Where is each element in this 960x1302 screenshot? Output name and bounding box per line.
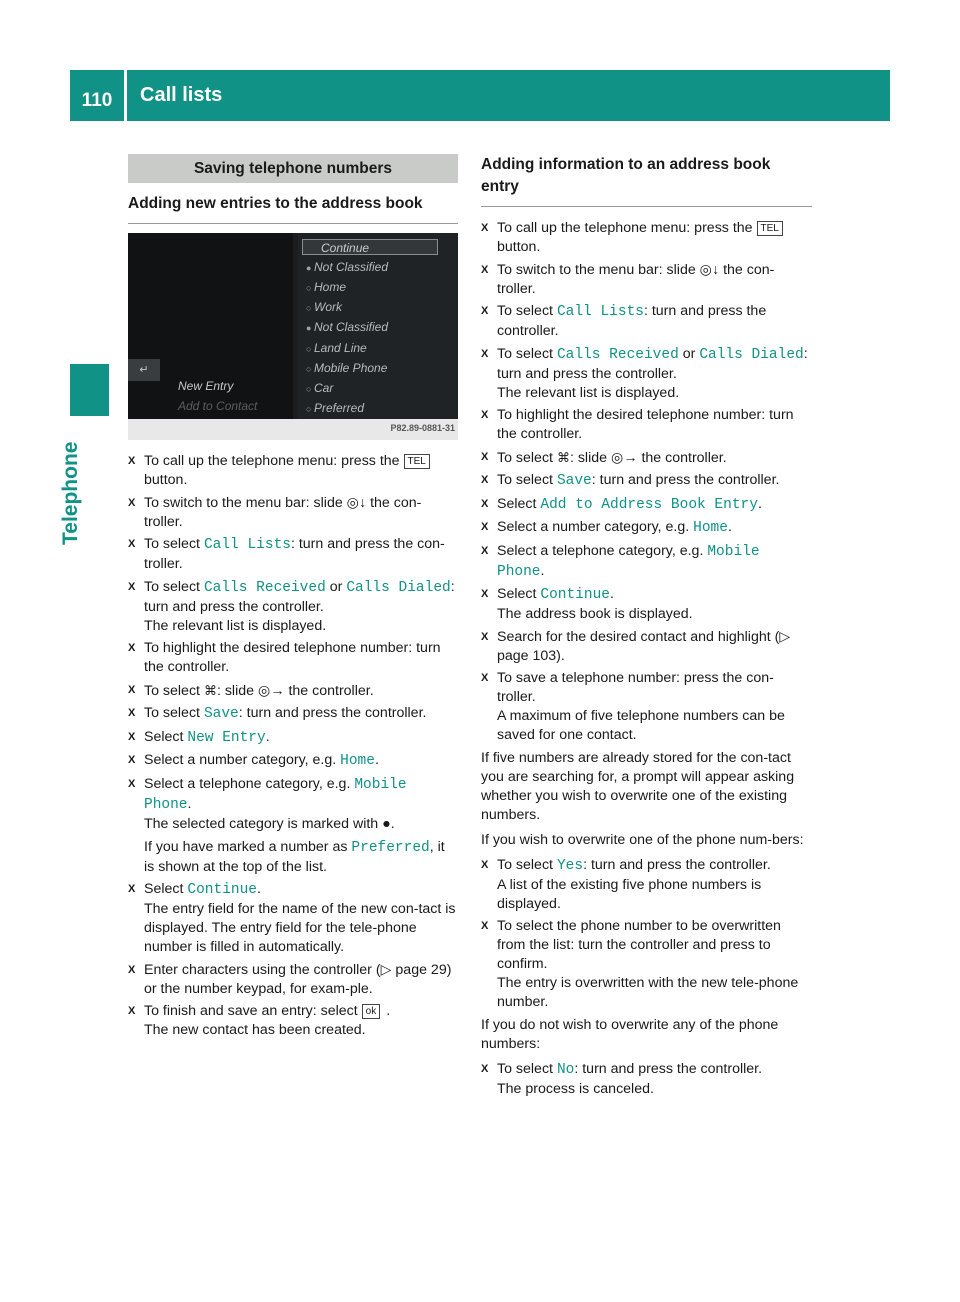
step-item (128, 880, 458, 957)
step-result: The address book is displayed. (497, 606, 693, 622)
right-steps-overwrite (481, 856, 812, 1013)
key-icon: TEL (757, 221, 783, 236)
menu-term: Home (693, 520, 728, 536)
step-text: Select a number category, e.g. (144, 752, 337, 768)
figure-menu-item: ● Not Classified (306, 320, 389, 334)
step-item (481, 406, 812, 444)
step-arrow-icon: X (128, 707, 136, 719)
step-arrow-icon: X (128, 455, 136, 467)
step-item (128, 452, 458, 490)
step-item (481, 471, 812, 491)
step-arrow-icon: X (481, 858, 489, 871)
step-item (481, 917, 812, 1012)
figure-menu-item: ○ Work (306, 300, 342, 314)
step-item (481, 669, 812, 745)
step-text: To select (497, 449, 553, 466)
figure-back-icon: ↵ (128, 359, 160, 381)
page-title: Call lists (140, 84, 223, 106)
menu-term: Call Lists (556, 304, 644, 320)
step-arrow-icon: X (481, 544, 489, 557)
step-text: Search for the desired contact and highlight (▷ page 103). (497, 628, 791, 664)
step-text: Select (144, 728, 184, 745)
step-arrow-icon: X (481, 672, 489, 684)
menu-term: Preferred (351, 839, 430, 856)
step-result: The new contact has been created. (144, 1022, 366, 1038)
paragraph: If you do not wish to overwrite any of the phone numbers: (481, 1016, 779, 1052)
step-arrow-icon: X (128, 963, 136, 976)
step-arrow-icon: X (481, 521, 489, 533)
figure-continue-item: Continue (302, 239, 438, 255)
step-arrow-icon: X (128, 754, 136, 766)
step-item (128, 728, 458, 748)
step-text: . (374, 752, 379, 768)
step-item (481, 345, 812, 403)
menu-term: New Entry (187, 729, 266, 746)
step-text: To select (144, 682, 200, 699)
header-divider (124, 70, 127, 121)
step-text: or (329, 578, 343, 595)
step-result: A maximum of five telephone numbers can be saved for one contact. (497, 708, 785, 743)
step-item (128, 578, 458, 636)
section-title: Saving telephone numbers (128, 154, 458, 183)
menu-term: Continue (540, 587, 611, 603)
figure-menu-item: ● Not Classified (306, 260, 389, 274)
step-text: . (610, 586, 614, 602)
step-text: or (682, 345, 696, 362)
menu-symbol-icon: ⌘ (203, 682, 217, 698)
step-arrow-icon: X (128, 642, 136, 654)
step-text: To call up the telephone menu: press the (144, 453, 400, 469)
step-text: button. (497, 239, 541, 255)
step-arrow-icon: X (128, 883, 136, 895)
right-subheading: Adding information to an address book entry (481, 154, 812, 207)
figure-code: P82.89-0881-31 (390, 423, 455, 433)
menu-term: Calls Received (556, 346, 679, 363)
step-text: To select (497, 303, 553, 319)
right-column (481, 154, 812, 1102)
step-note (144, 838, 458, 877)
step-arrow-icon: X (481, 409, 489, 421)
menu-term: Calls Dialed (699, 346, 804, 363)
screen-figure (128, 233, 458, 440)
figure-menu-item: ○ Car (306, 381, 334, 395)
menu-term: Calls Dialed (346, 579, 451, 596)
step-text: , it is shown at the top of the list. (144, 838, 445, 875)
step-item (481, 518, 812, 538)
step-text: To select (144, 578, 200, 595)
menu-term: Call Lists (203, 537, 291, 553)
menu-term: Save (556, 473, 592, 489)
step-item (128, 1002, 458, 1040)
step-text: . (265, 728, 270, 745)
step-arrow-icon: X (481, 305, 489, 317)
figure-menu-item: ○ Mobile Phone (306, 361, 388, 375)
key-icon: TEL (404, 454, 430, 469)
step-result: The entry field for the name of the new con-tact is displayed. The entry field for the tele-phone number is filled in automatically. (144, 901, 456, 955)
step-text: To select (497, 1060, 553, 1077)
menu-term: Continue (187, 882, 258, 898)
step-text: : turn and press the controller. (238, 705, 427, 721)
figure-menu-item: ○ Home (306, 280, 347, 294)
step-text: : turn and press the controller. (497, 303, 767, 339)
left-subheading: Adding new entries to the address book (128, 193, 458, 224)
step-text: : turn and press the controller. (583, 856, 771, 873)
step-text: To select (497, 472, 553, 488)
step-text: Select (497, 586, 537, 602)
step-text: : turn and press the controller. (497, 345, 808, 382)
step-item (128, 961, 458, 999)
step-text: . (257, 881, 261, 897)
step-arrow-icon: X (128, 1005, 136, 1017)
step-arrow-icon: X (128, 730, 136, 743)
step-item (128, 775, 458, 877)
step-item (481, 219, 812, 257)
figure-menu-item: ○ Preferred (306, 401, 365, 415)
step-result: The relevant list is displayed. (497, 384, 680, 401)
step-arrow-icon: X (481, 222, 489, 234)
step-item (128, 704, 458, 724)
step-result: The relevant list is displayed. (144, 617, 327, 634)
menu-term: Add to Address Book Entry (540, 496, 758, 513)
step-item (128, 681, 458, 701)
step-item (481, 448, 812, 468)
step-item (481, 261, 812, 299)
step-arrow-icon: X (128, 496, 136, 509)
paragraph: If you wish to overwrite one of the phone num-bers: (481, 831, 804, 848)
menu-symbol-icon: ⌘ (556, 449, 570, 465)
figure-add-to-contact: Add to Contact (178, 399, 258, 413)
step-text: . (727, 519, 732, 535)
right-steps-cancel (481, 1060, 812, 1099)
menu-term: Yes (556, 857, 584, 874)
menu-term: Save (203, 706, 239, 722)
step-text: To select (497, 856, 553, 873)
step-text: Select (497, 495, 537, 512)
step-arrow-icon: X (128, 580, 136, 593)
step-item (128, 751, 458, 771)
step-text: To highlight the desired telephone number: turn the controller. (144, 640, 441, 675)
step-text: : turn and press the controller. (144, 578, 455, 615)
menu-term: Home (340, 753, 375, 769)
step-arrow-icon: X (481, 474, 489, 486)
step-text: Enter characters using the controller (▷ page 29) or the number keypad, for exam-ple. (144, 961, 452, 997)
left-column (128, 154, 458, 1044)
step-arrow-icon: X (481, 347, 489, 360)
step-item (481, 495, 812, 515)
step-text: To switch to the menu bar: slide ◎↓ the con-troller. (497, 261, 775, 297)
step-text: To select (144, 536, 200, 552)
step-text: To switch to the menu bar: slide ◎↓ the con-troller. (144, 494, 422, 530)
step-text: . (187, 795, 192, 812)
step-text: : slide ◎→ the controller. (569, 449, 727, 466)
step-text: : turn and press the con-troller. (144, 536, 445, 572)
step-text: To select the phone number to be overwritten from the list: turn the controller and press to confirm. (497, 918, 781, 972)
step-arrow-icon: X (481, 588, 489, 600)
step-text: To save a telephone number: press the con-troller. (497, 670, 774, 705)
step-result: The entry is overwritten with the new tele-phone number. (497, 975, 799, 1010)
figure-new-entry: New Entry (178, 379, 234, 393)
step-arrow-icon: X (128, 538, 136, 550)
step-arrow-icon: X (481, 920, 489, 932)
step-item (128, 494, 458, 532)
step-text: : slide ◎→ the controller. (216, 682, 374, 699)
step-item (481, 585, 812, 624)
figure-menu-item: ○ Land Line (306, 341, 367, 355)
step-result: The process is canceled. (497, 1080, 654, 1097)
step-text: . (386, 1003, 391, 1019)
step-text: To select (497, 345, 553, 362)
menu-term: Mobile Phone (144, 776, 407, 813)
side-tab-block (70, 364, 109, 416)
menu-term: Calls Received (203, 579, 326, 596)
step-text: : turn and press the controller. (591, 472, 780, 488)
step-text: Select a number category, e.g. (497, 519, 690, 535)
step-arrow-icon: X (128, 683, 136, 696)
step-arrow-icon: X (481, 630, 489, 643)
step-result: A list of the existing five phone numbers is displayed. (497, 876, 762, 912)
menu-term: No (556, 1061, 575, 1078)
step-item (481, 302, 812, 341)
right-steps (481, 219, 812, 745)
step-text: If you have marked a number as (144, 838, 348, 855)
step-item (481, 542, 812, 582)
step-text: Select a telephone category, e.g. (144, 775, 351, 792)
step-arrow-icon: X (481, 497, 489, 510)
step-text: . (757, 495, 762, 512)
paragraph: If five numbers are already stored for the con-tact you are searching for, a prompt will appear asking whether you wish to overwrite one of the existing numbers. (481, 749, 795, 823)
key-icon: ok (362, 1004, 381, 1019)
step-item (481, 628, 812, 666)
step-arrow-icon: X (128, 777, 136, 790)
step-text: To finish and save an entry: select (144, 1003, 358, 1019)
step-result: The selected category is marked with ●. (144, 815, 395, 832)
step-text: . (540, 562, 545, 579)
step-text: Select (144, 881, 184, 897)
step-text: To call up the telephone menu: press the (497, 220, 753, 236)
step-arrow-icon: X (481, 263, 489, 276)
step-arrow-icon: X (481, 450, 489, 463)
step-item (128, 639, 458, 677)
page-number: 110 (81, 89, 113, 111)
step-item (481, 856, 812, 914)
step-arrow-icon: X (481, 1062, 489, 1075)
step-text: button. (144, 472, 188, 488)
step-text: Select a telephone category, e.g. (497, 542, 704, 559)
step-item (481, 1060, 812, 1099)
step-text: To select (144, 705, 200, 721)
step-item (128, 535, 458, 574)
step-text: To highlight the desired telephone number: turn the controller. (497, 407, 794, 442)
step-text: : turn and press the controller. (574, 1060, 763, 1077)
left-steps (128, 452, 458, 1040)
side-tab-label: Telephone (59, 441, 82, 545)
menu-term: Mobile Phone (497, 543, 760, 580)
